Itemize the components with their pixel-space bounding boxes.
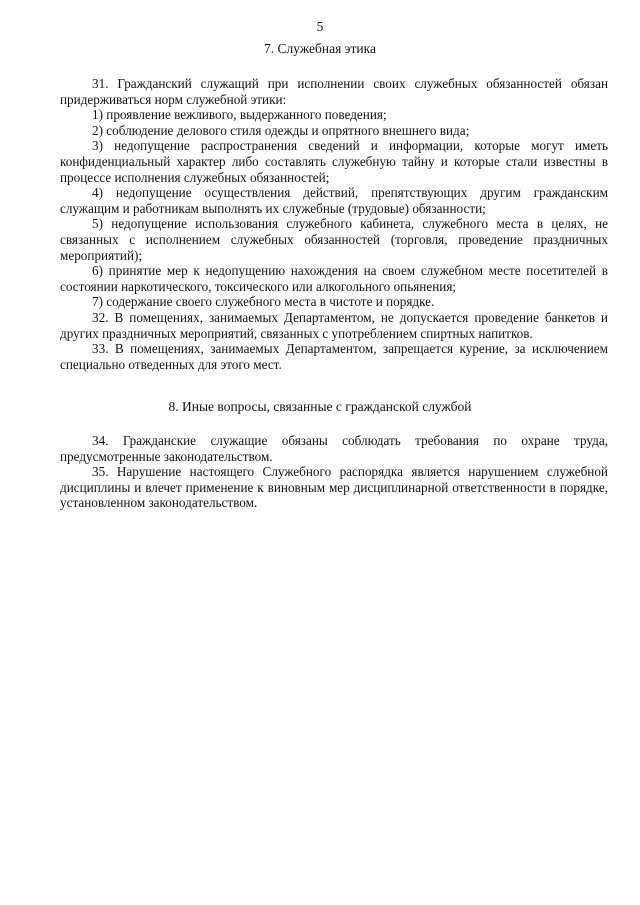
- paragraph-31: 31. Гражданский служащий при исполнении своих служебных обязанностей обязан придерживаться норм служебной этики:: [60, 76, 608, 107]
- page-number: 5: [316, 19, 324, 34]
- section-8-body: [60, 433, 608, 511]
- list-item-4: 4) недопущение осуществления действий, препятствующих другим гражданским служащим и работникам выполнять их служебные (трудовые) обязанности;: [60, 185, 608, 216]
- list-item-6: 6) принятие мер к недопущению нахождения на своем служебном месте посетителей в состоянии наркотического, токсического или алкогольного опьянения;: [60, 263, 608, 294]
- list-item-1: 1) проявление вежливого, выдержанного поведения;: [92, 107, 387, 123]
- section-7-body: [60, 76, 608, 372]
- section-title-8: 8. Иные вопросы, связанные с гражданской службой: [168, 399, 472, 414]
- list-item-2: 2) соблюдение делового стиля одежды и опрятного внешнего вида;: [92, 122, 470, 138]
- list-item-5: 5) недопущение использования служебного кабинета, служебного места в целях, не связанных с исполнением служебных обязанностей (торговля, проведение праздничных мероприятий);: [60, 216, 608, 263]
- list-item-7: 7) содержание своего служебного места в чистоте и порядке.: [92, 294, 435, 310]
- paragraph-32: 32. В помещениях, занимаемых Департаментом, не допускается проведение банкетов и других праздничных мероприятий, связанных с употреблением спиртных напитков.: [60, 309, 608, 341]
- paragraph-35: 35. Нарушение настоящего Служебного распорядка является нарушением служебной дисциплины и влечет применение к виновным мер дисциплинарной ответственности в порядке, установленном законодательством.: [60, 464, 608, 511]
- paragraph-34: 34. Гражданские служащие обязаны соблюдать требования по охране труда, предусмотренные законодательством.: [60, 433, 608, 464]
- section-title-7: 7. Служебная этика: [264, 41, 376, 56]
- paragraph-33: 33. В помещениях, занимаемых Департаментом, запрещается курение, за исключением специально отведенных для этого мест.: [60, 341, 608, 372]
- list-item-3: 3) недопущение распространения сведений и информации, которые могут иметь конфиденциальный характер либо составлять служебную тайну и которые стали известны в процессе исполнения служебных обязанностей;: [60, 138, 608, 185]
